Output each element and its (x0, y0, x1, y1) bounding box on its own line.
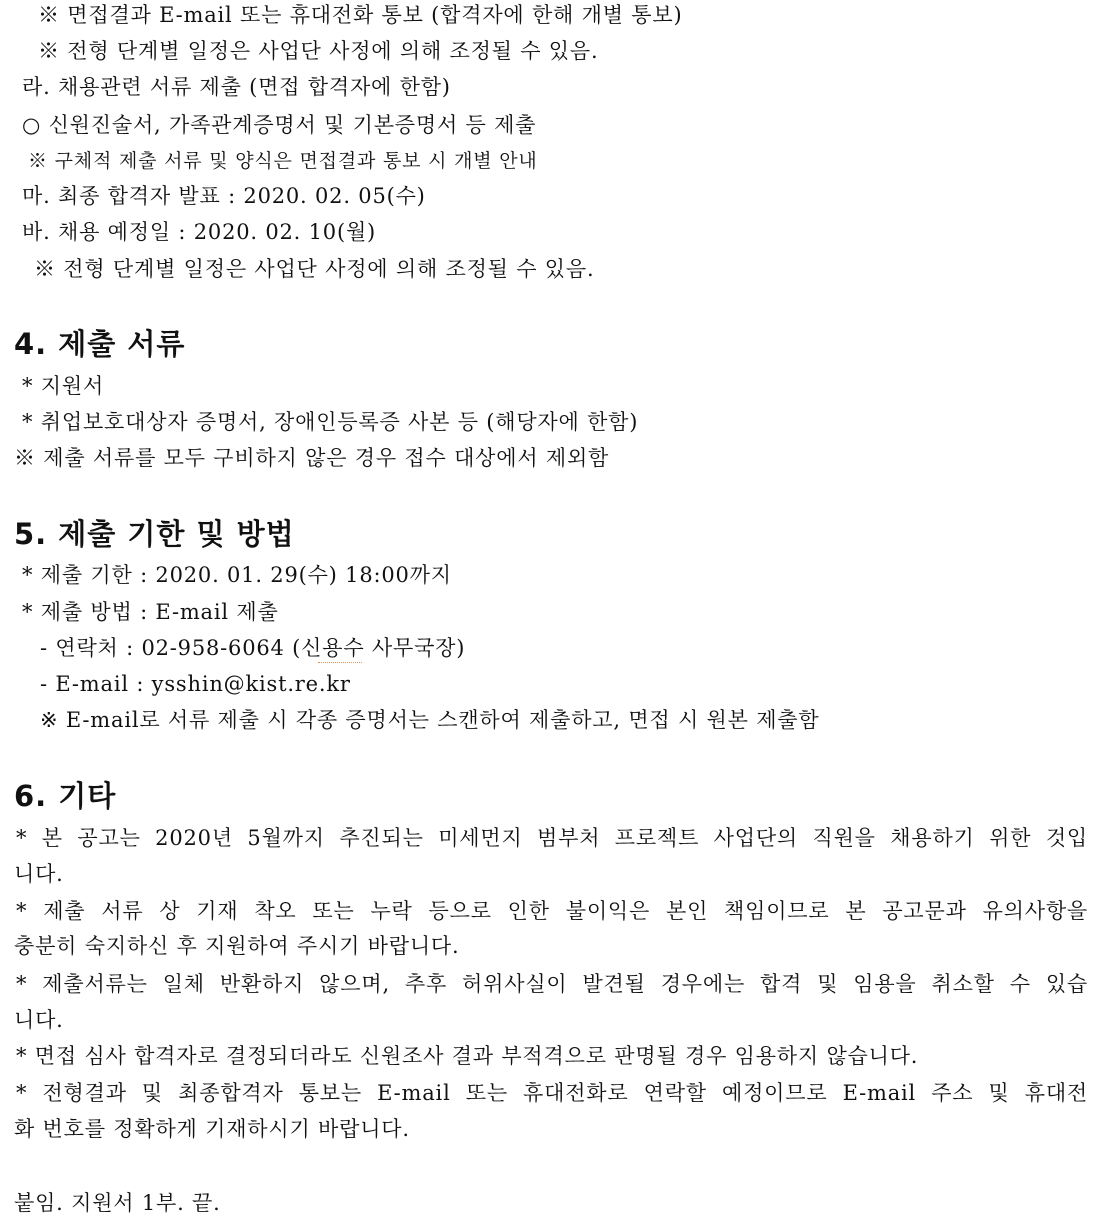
item-ra: 라. 채용관련 서류 제출 (면접 합격자에 한함) (22, 75, 451, 99)
section4-item-certificates: * 취업보호대상자 증명서, 장애인등록증 사본 등 (해당자에 한함) (22, 410, 639, 434)
misc-para5-line2: 화 번호를 정확하게 기재하시기 바랍니다. (14, 1117, 410, 1141)
schedule-note-1: ※ 전형 단계별 일정은 사업단 사정에 의해 조정될 수 있음. (38, 39, 599, 63)
item-ma: 마. 최종 합격자 발표 : 2020. 02. 05(수) (22, 184, 426, 208)
submission-method: * 제출 방법 : E-mail 제출 (22, 600, 279, 624)
attachment-line: 붙임. 지원서 1부. 끝. (14, 1191, 221, 1215)
misc-para4: * 면접 심사 합격자로 결정되더라도 신원조사 결과 부적격으로 판명될 경우 임용하지 않습니다. (16, 1044, 919, 1068)
section4-item-application: * 지원서 (22, 374, 105, 398)
contact-phone: - 연락처 : 02-958-6064 (신용수 사무국장) (40, 636, 466, 660)
misc-para2-line2: 충분히 숙지하신 후 지원하여 주시기 바랍니다. (14, 934, 460, 958)
misc-para5-line1: * 전형결과 및 최종합격자 통보는 E-mail 또는 휴대전화로 연락할 예정이므로 E-mail 주소 및 휴대전 (16, 1081, 1088, 1105)
schedule-note-2: ※ 전형 단계별 일정은 사업단 사정에 의해 조정될 수 있음. (34, 257, 595, 281)
misc-para1-line1: * 본 공고는 2020년 5월까지 추진되는 미세먼지 범부처 프로젝트 사업단의 직원을 채용하기 위한 것입 (16, 826, 1088, 850)
signature-mark (318, 656, 362, 663)
section4-heading: 4. 제출 서류 (14, 327, 186, 361)
section5-heading: 5. 제출 기한 및 방법 (14, 517, 295, 551)
contact-email[interactable]: - E-mail : ysshin@kist.re.kr (40, 672, 351, 696)
submission-note: ※ E-mail로 서류 제출 시 각종 증명서는 스캔하여 제출하고, 면접 시 원본 제출함 (40, 708, 820, 732)
item-ra-note: ※ 구체적 제출 서류 및 양식은 면접결과 통보 시 개별 안내 (28, 150, 538, 172)
section6-heading: 6. 기타 (14, 779, 117, 813)
section4-note: ※ 제출 서류를 모두 구비하지 않은 경우 접수 대상에서 제외함 (14, 446, 610, 470)
misc-para2-line1: * 제출 서류 상 기재 착오 또는 누락 등으로 인한 불이익은 본인 책임이므로 본 공고문과 유의사항을 (16, 899, 1088, 923)
misc-para3-line1: * 제출서류는 일체 반환하지 않으며, 추후 허위사실이 발견될 경우에는 합격 및 임용을 취소할 수 있습 (16, 972, 1088, 996)
interview-result-note: ※ 면접결과 E-mail 또는 휴대전화 통보 (합격자에 한해 개별 통보) (38, 3, 683, 27)
misc-para1-line2: 니다. (14, 862, 64, 886)
submission-deadline: * 제출 기한 : 2020. 01. 29(수) 18:00까지 (22, 563, 452, 587)
item-ba: 바. 채용 예정일 : 2020. 02. 10(월) (22, 220, 377, 244)
misc-para3-line2: 니다. (14, 1008, 64, 1032)
item-ra-docs: ○ 신원진술서, 가족관계증명서 및 기본증명서 등 제출 (22, 113, 537, 137)
